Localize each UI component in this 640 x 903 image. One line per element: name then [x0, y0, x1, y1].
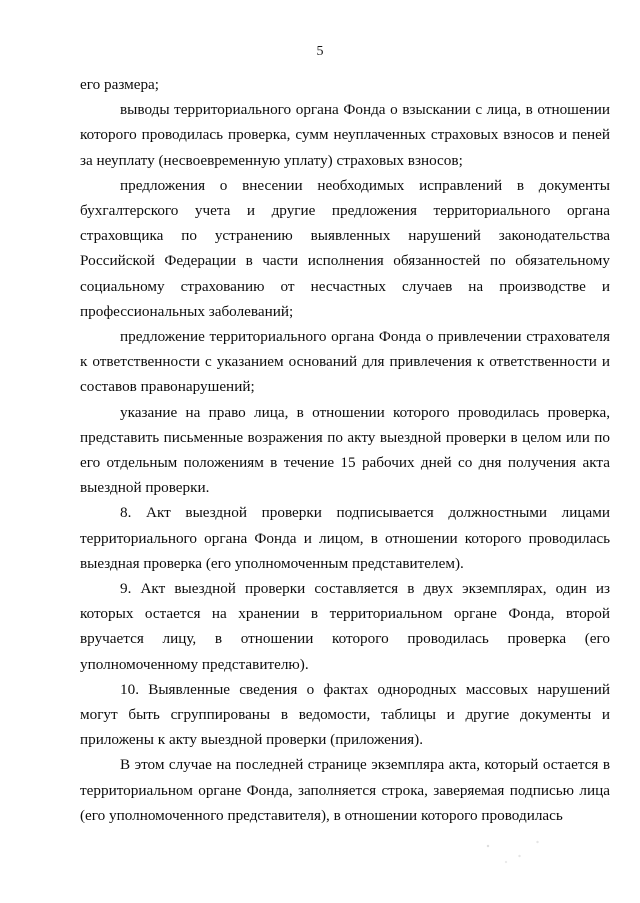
paragraph-6: 8. Акт выездной проверки подписывается должностными лицами территориального органа Фонда и лицом, в отношении которого проводилась выездная проверка (его уполномоченным представителем).: [80, 504, 610, 572]
paragraph-1: его размера;: [80, 76, 160, 93]
paragraph-4: предложение территориального органа Фонда о привлечении страхователя к ответственности с указанием оснований для привлечения к ответственности и составов правонарушений;: [80, 328, 610, 396]
page-number: 5: [316, 44, 324, 59]
scan-artifact: [470, 830, 560, 870]
paragraph-9: В этом случае на последней странице экземпляра акта, который остается в территориальном органе Фонда, заполняется строка, заверяемая подписью лица (его уполномоченного представителя), в отношении которого проводилась: [80, 756, 610, 824]
paragraph-8: 10. Выявленные сведения о фактах однородных массовых нарушений могут быть сгруппированы в ведомости, таблицы и другие документы и приложены к акту выездной проверки (приложения).: [80, 680, 610, 749]
document-body: [80, 72, 610, 828]
paragraph-3: предложения о внесении необходимых исправлений в документы бухгалтерского учета и другие предложения территориального органа страховщика по устранению выявленных нарушений законодательства Российской Федерации в части исполнения обязанностей по обязательному социальному страхованию от несчастных случаев на производстве и профессиональных заболеваний;: [80, 176, 610, 320]
paragraph-5: указание на право лица, в отношении которого проводилась проверка, представить письменные возражения по акту выездной проверки в целом или по его отдельным положениям в течение 15 рабочих дней со дня получения акта выездной проверки.: [80, 403, 610, 497]
paragraph-2: выводы территориального органа Фонда о взыскании с лица, в отношении которого проводилась проверка, сумм неуплаченных страховых взносов и пеней за неуплату (несвоевременную уплату) страховых взносов;: [80, 101, 610, 169]
paragraph-7: 9. Акт выездной проверки составляется в двух экземплярах, один из которых остается на хранении в территориальном органе Фонда, второй вручается лицу, в отношении которого проводилась проверка (его уполномоченному представителю).: [80, 580, 610, 673]
